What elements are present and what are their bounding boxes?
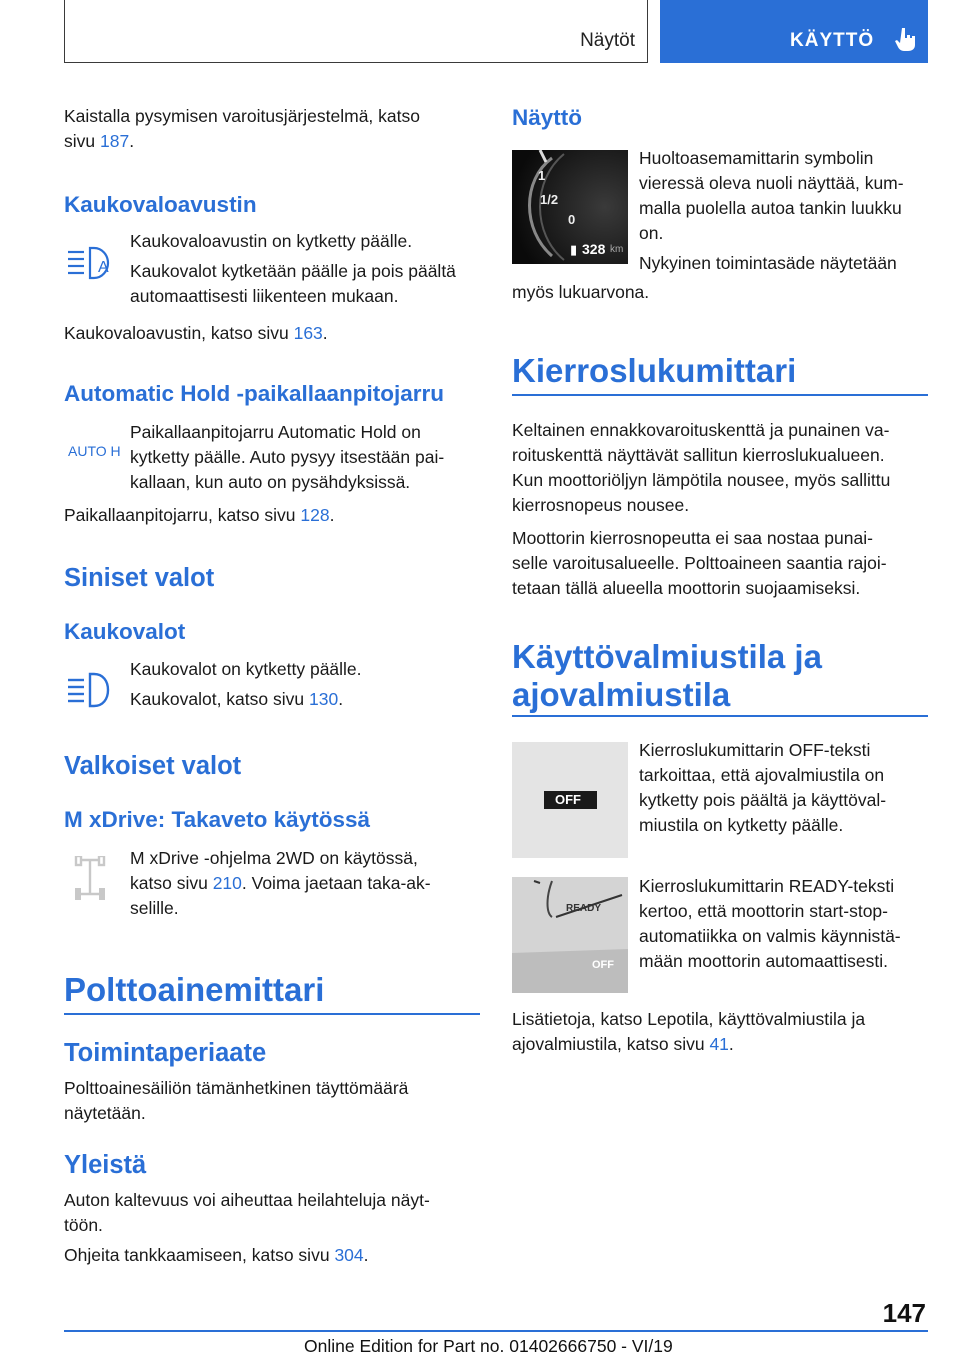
pr-line2: näytetään. [64, 1103, 146, 1123]
display-description [639, 146, 939, 276]
mx-line1: M xDrive -ohjelma 2WD on käytössä, [130, 848, 418, 868]
hb-line1: Kaukovalot on kytketty päälle. [130, 659, 362, 679]
gen-ref-text: Ohjeita tankkaamiseen, katso sivu [64, 1245, 330, 1265]
gauge-label-half: 1/2 [540, 192, 559, 207]
mx-line2b: . Voima jaetaan taka-ak- [241, 873, 431, 893]
mxdrive-heading: M xDrive: Takaveto käytössä [64, 807, 370, 832]
ready-display-image [512, 877, 628, 993]
mx-line3: selille. [130, 898, 179, 918]
principle-paragraph [64, 1076, 484, 1126]
intro-text2: sivu [64, 131, 96, 151]
high-beam-assist-icon [64, 242, 120, 290]
general-heading: Yleistä [64, 1151, 147, 1179]
t-p2-l2: selle varoitusalueelle. Polttoaineen saantia rajoi- [512, 553, 887, 573]
range-unit: km [610, 244, 624, 255]
hba-description [130, 229, 490, 309]
ready-img-off-label: OFF [592, 959, 614, 971]
display-description-cont [512, 280, 932, 305]
mxdrive-description [130, 846, 490, 921]
auto-hold-description [130, 420, 490, 495]
page-link-130[interactable]: 130 [309, 689, 339, 709]
pr-line1: Polttoainesäiliön tämänhetkinen täyttömäärä [64, 1078, 409, 1098]
section-rule [64, 1013, 480, 1015]
header-section-tab [64, 0, 648, 63]
gen-line1: Auton kaltevuus voi aiheuttaa heilahteluja näyt- [64, 1190, 430, 1210]
high-beam-icon [64, 668, 120, 716]
t-p1-l3: Kun moottoriöljyn lämpötila nousee, myös sallittu [512, 470, 891, 490]
auto-hold-heading: Automatic Hold -paikallaanpitojarru [64, 381, 445, 406]
fuel-gauge-heading: Polttoainemittari [64, 971, 325, 1008]
t-p1-l4: kierrosnopeus nousee. [512, 495, 690, 515]
ah-line2: kytketty päälle. Auto pysyy itsestään pai- [130, 447, 445, 467]
rd-l1: Kierroslukumittarin READY-teksti [639, 876, 895, 896]
pointing-hand-icon [894, 26, 920, 59]
high-beam-heading: Kaukovalot [64, 619, 186, 644]
t-p1-l2: roituskenttä näyttävät sallitun kierroslukualueen. [512, 445, 885, 465]
rd-l2: kertoo, että moottorin start-stop- [639, 901, 888, 921]
svg-text:A: A [98, 259, 109, 276]
off-display-image [512, 742, 628, 858]
general-paragraph: Auton kaltevuus voi aiheuttaa heilahteluja näyt- töön. Ohjeita tankkaamiseen, katso sivu 304. [64, 1188, 484, 1268]
high-beam-description: Kaukovalot on kytketty päälle. Kaukovalot, katso sivu 130. [130, 657, 490, 712]
more-info-paragraph: Lisätietoja, katso Lepotila, käyttövalmiustila ja ajovalmiustila, katso sivu 41. [512, 1007, 932, 1057]
d-line5: Nykyinen toimintasäde näytetään [639, 253, 897, 273]
footer-rule [64, 1330, 928, 1332]
header-chapter-label: KÄYTTÖ [790, 30, 875, 51]
tacho-paragraph-2 [512, 526, 932, 601]
section-rule [512, 715, 928, 717]
off-description [639, 738, 939, 838]
gauge-label-full: 1 [538, 168, 546, 183]
t-p2-l3: tetaan tällä alueella moottorin suojaamiseksi. [512, 578, 861, 598]
page-link-187[interactable]: 187 [100, 131, 130, 151]
hba-reference: Kaukovaloavustin, katso sivu 163. [64, 323, 328, 343]
page-link-163[interactable]: 163 [293, 323, 323, 343]
mx-line2a: katso sivu [130, 873, 208, 893]
high-beam-assist-heading: Kaukovaloavustin [64, 192, 257, 217]
fuel-pump-icon: ▮ [570, 242, 578, 257]
gen-line2: töön. [64, 1215, 103, 1235]
d-line6: myös lukuarvona. [512, 282, 650, 302]
blue-lights-heading: Siniset valot [64, 564, 215, 592]
d-line2: vieressä oleva nuoli näyttää, kum- [639, 173, 904, 193]
page-link-304[interactable]: 304 [334, 1245, 364, 1265]
off-badge-label: OFF [555, 792, 581, 807]
page-link-128[interactable]: 128 [300, 505, 330, 525]
section-rule [512, 394, 928, 396]
auto-hold-icon: AUTO H [68, 443, 121, 459]
hba-line2: Kaukovalot kytketään päälle ja pois päältä [130, 261, 456, 281]
hba-line1: Kaukovaloavustin on kytketty päälle. [130, 231, 413, 251]
range-value: 328 [582, 241, 606, 257]
off-l1: Kierroslukumittarin OFF-teksti [639, 740, 871, 760]
d-line3: malla puolella autoa tankin luukku [639, 198, 902, 218]
ready-description [639, 874, 939, 974]
ready-state-heading [512, 638, 822, 714]
more-l1: Lisätietoja, katso Lepotila, käyttövalmiustila ja [512, 1009, 866, 1029]
ready-heading-line1: Käyttövalmiustila ja [512, 638, 822, 675]
off-l4: miustila on kytketty päälle. [639, 815, 844, 835]
ah-line1: Paikallaanpitojarru Automatic Hold on [130, 422, 421, 442]
ready-label: READY [566, 903, 602, 914]
off-l2: tarkoittaa, että ajovalmiustila on [639, 765, 885, 785]
page-link-210[interactable]: 210 [212, 873, 242, 893]
header-chapter-tab[interactable] [660, 0, 928, 63]
fuel-gauge-image [512, 150, 628, 264]
auto-hold-reference: Paikallaanpitojarru, katso sivu 128. [64, 505, 335, 525]
display-heading: Näyttö [512, 105, 583, 130]
t-p2-l1: Moottorin kierrosnopeutta ei saa nostaa punai- [512, 528, 873, 548]
tachometer-heading: Kierroslukumittari [512, 352, 797, 389]
off-l3: kytketty pois päältä ja käyttöval- [639, 790, 887, 810]
principle-heading: Toimintaperiaate [64, 1039, 267, 1067]
tacho-paragraph-1 [512, 418, 932, 518]
page-link-41[interactable]: 41 [709, 1034, 729, 1054]
d-line1: Huoltoasemamittarin symbolin [639, 148, 874, 168]
more-l2: ajovalmiustila, katso sivu [512, 1034, 705, 1054]
ready-heading-line2: ajovalmiustila [512, 676, 731, 713]
t-p1-l1: Keltainen ennakkovaroituskenttä ja punainen va- [512, 420, 890, 440]
header-section-label: Näytöt [580, 30, 635, 51]
ah-line3: kallaan, kun auto on pysähdyksissä. [130, 472, 411, 492]
page-number: 147 [882, 1298, 926, 1328]
gauge-label-empty: 0 [568, 212, 576, 227]
d-line4: on. [639, 223, 664, 243]
white-lights-heading: Valkoiset valot [64, 752, 242, 780]
hba-line3: automaattisesti liikenteen mukaan. [130, 286, 399, 306]
rd-l4: mään moottorin automaattisesti. [639, 951, 889, 971]
rd-l3: automatiikka on valmis käynnistä- [639, 926, 901, 946]
ah-ref-text: Paikallaanpitojarru, katso sivu [64, 505, 296, 525]
edition-note: Online Edition for Part no. 01402666750 - VI/19 [304, 1336, 673, 1356]
rear-wheel-drive-icon [66, 856, 122, 904]
intro-paragraph: Kaistalla pysymisen varoitusjärjestelmä, katso sivu 187. [64, 106, 420, 151]
hba-ref-text: Kaukovaloavustin, katso sivu [64, 323, 289, 343]
hb-ref-text: Kaukovalot, katso sivu [130, 689, 305, 709]
intro-text: Kaistalla pysymisen varoitusjärjestelmä, katso [64, 106, 420, 126]
